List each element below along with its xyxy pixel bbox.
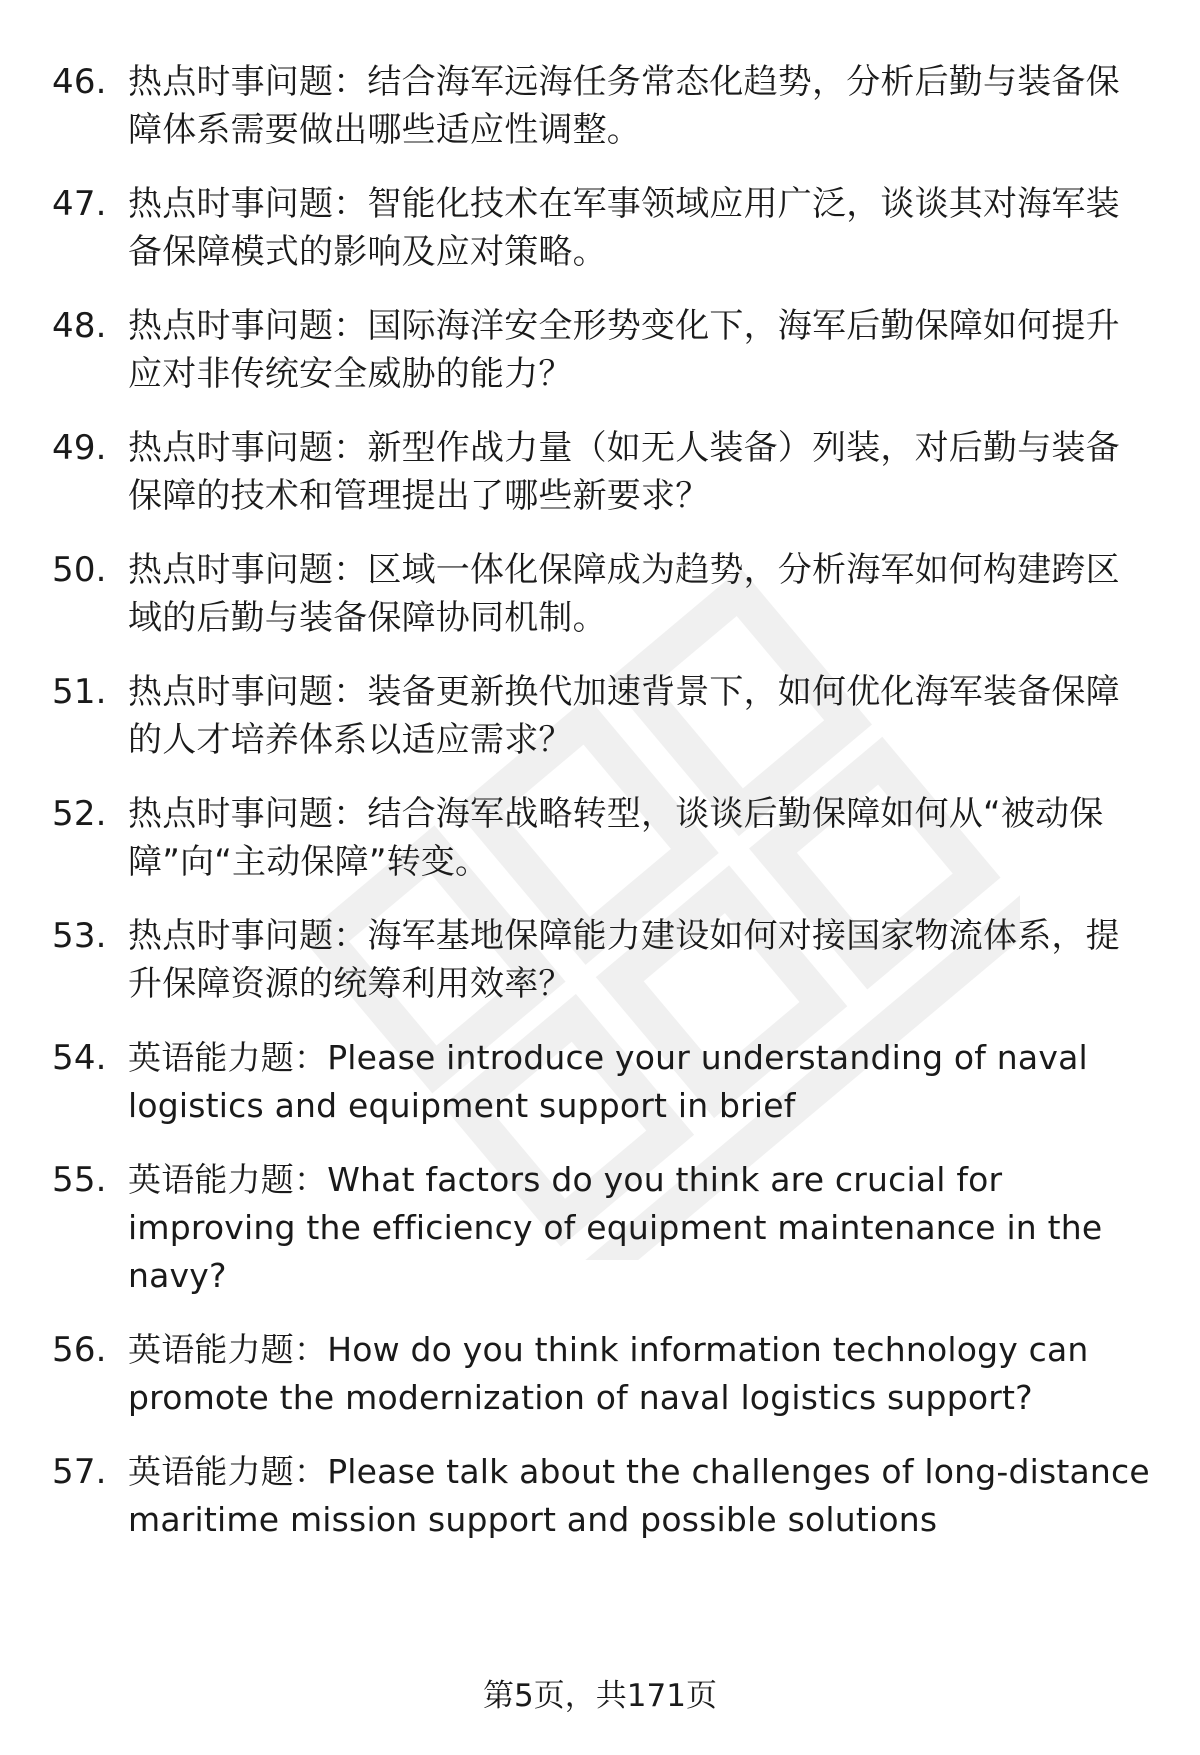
question-category: 热点时事问题： [128,428,368,468]
question-number: 53. [52,916,107,956]
question-number: 55. [52,1160,107,1200]
question-category: 热点时事问题： [128,916,368,956]
question-text [128,180,1152,276]
question-body: 国际海洋安全形势变化下，海军后勤保障如何提升应对非传统安全威胁的能力？ [128,306,1120,394]
question-number: 56. [52,1330,107,1370]
question-category: 英语能力题： [128,1160,328,1199]
question-category: 热点时事问题： [128,550,368,590]
question-list [52,58,1152,1570]
question-category: 英语能力题： [128,1452,328,1491]
question-text [128,1156,1152,1300]
question-body: 结合海军远海任务常态化趋势，分析后勤与装备保障体系需要做出哪些适应性调整。 [128,62,1120,150]
question-category: 热点时事问题： [128,672,368,712]
question-category: 热点时事问题： [128,62,368,102]
question-body: Please talk about the challenges of long-distance maritime mission support and possible solutions [128,1452,1150,1539]
question-text [128,424,1152,520]
question-category: 热点时事问题： [128,794,368,834]
question-number: 48. [52,306,107,346]
question-text [128,668,1152,764]
question-text [128,790,1152,886]
question-body: How do you think information technology can promote the modernization of naval logistics support? [128,1330,1089,1417]
question-number: 57. [52,1452,107,1492]
question-number: 50. [52,550,107,590]
question-number: 46. [52,62,107,102]
list-item [52,1156,1152,1300]
question-body: 智能化技术在军事领域应用广泛，谈谈其对海军装备保障模式的影响及应对策略。 [128,184,1120,272]
question-text [128,58,1152,154]
question-category: 英语能力题： [128,1330,328,1369]
question-text [128,1326,1152,1422]
question-number: 49. [52,428,107,468]
question-body: 新型作战力量（如无人装备）列装，对后勤与装备保障的技术和管理提出了哪些新要求？ [128,428,1120,516]
question-body: 结合海军战略转型，谈谈后勤保障如何从“被动保障”向“主动保障”转变。 [128,794,1104,882]
list-item [52,790,1152,886]
question-text [128,912,1152,1008]
question-body: 区域一体化保障成为趋势，分析海军如何构建跨区域的后勤与装备保障协同机制。 [128,550,1120,638]
list-item [52,668,1152,764]
question-number: 52. [52,794,107,834]
question-text [128,546,1152,642]
question-text [128,1448,1152,1544]
question-body: What factors do you think are crucial for improving the efficiency of equipment maintenance in the navy? [128,1160,1103,1295]
question-body: 海军基地保障能力建设如何对接国家物流体系，提升保障资源的统筹利用效率？ [128,916,1120,1004]
question-category: 热点时事问题： [128,306,368,346]
question-number: 47. [52,184,107,224]
question-body: Please introduce your understanding of naval logistics and equipment support in brief [128,1038,1088,1125]
list-item [52,424,1152,520]
question-category: 英语能力题： [128,1038,328,1077]
question-text [128,1034,1152,1130]
list-item [52,912,1152,1008]
question-category: 热点时事问题： [128,184,368,224]
question-body: 装备更新换代加速背景下，如何优化海军装备保障的人才培养体系以适应需求？ [128,672,1120,760]
list-item [52,1034,1152,1130]
page-number-footer: 第5页，共171页 [483,1678,717,1714]
list-item [52,1448,1152,1544]
list-item [52,302,1152,398]
list-item [52,180,1152,276]
question-text [128,302,1152,398]
question-number: 54. [52,1038,107,1078]
list-item [52,1326,1152,1422]
question-number: 51. [52,672,107,712]
list-item [52,546,1152,642]
list-item [52,58,1152,154]
